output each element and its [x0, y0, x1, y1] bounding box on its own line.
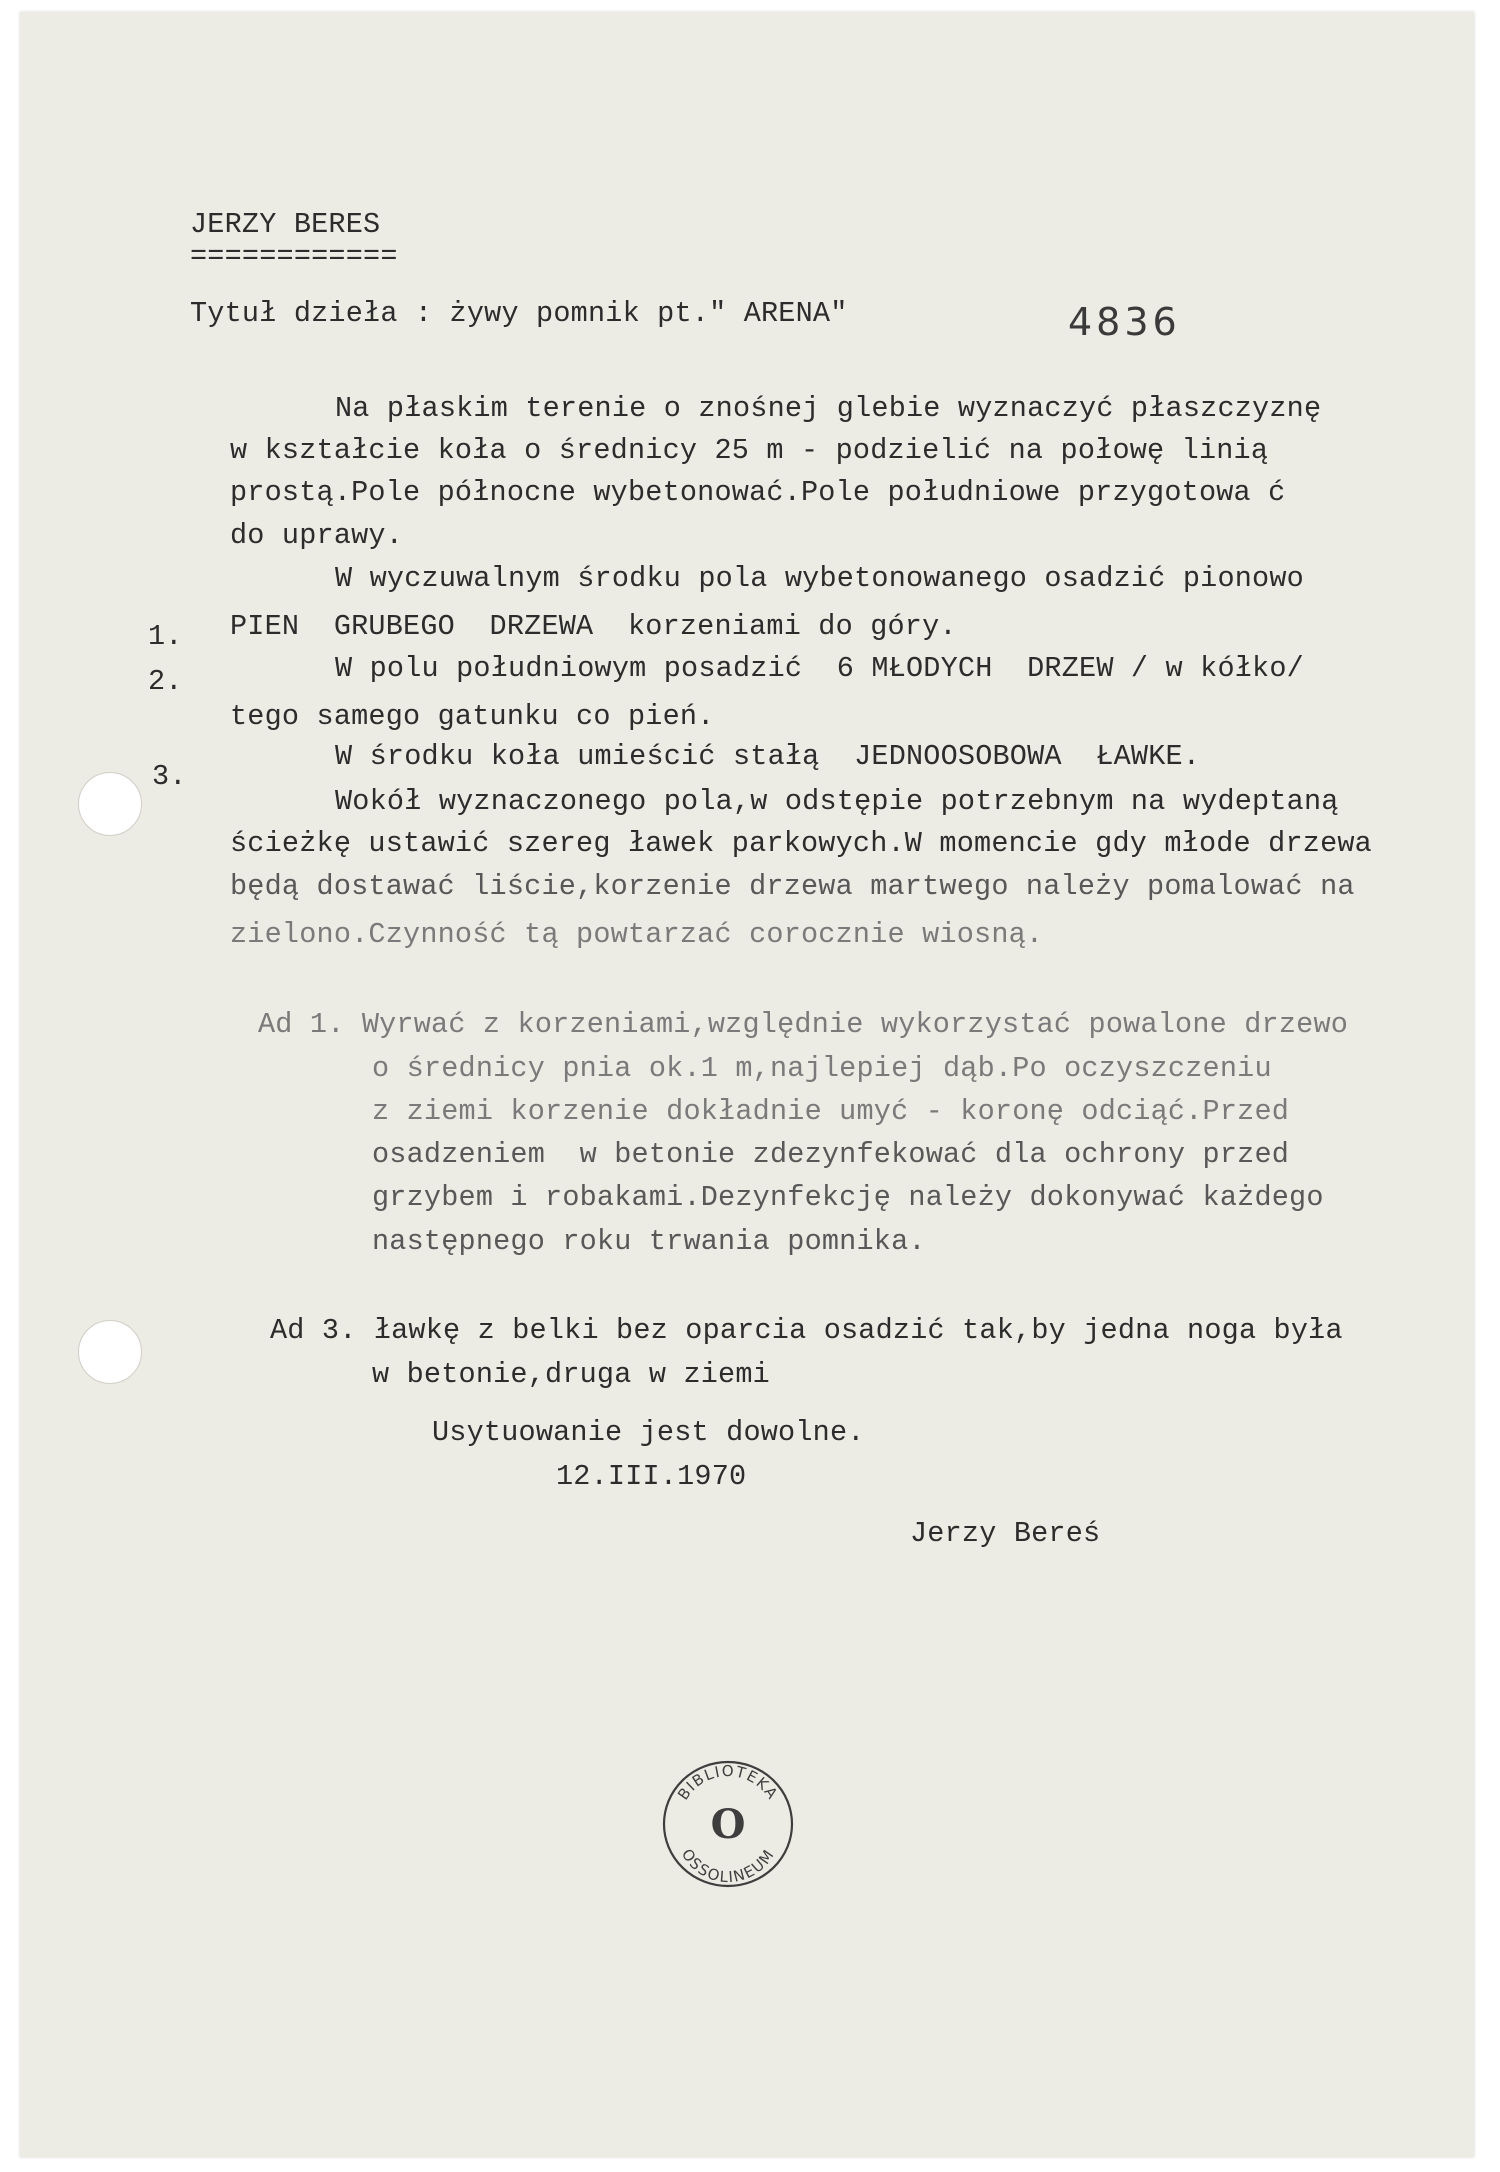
- body-line: Na płaskim terenie o znośnej glebie wyznaczyć płaszczyznę: [335, 392, 1322, 425]
- body-line: będą dostawać liście,korzenie drzewa martwego należy pomalować na: [230, 870, 1355, 903]
- ad3-line: w betonie,druga w ziemi: [372, 1358, 770, 1391]
- body-line: prostą.Pole północne wybetonować.Pole południowe przygotowa ć: [230, 476, 1286, 509]
- ad1-line: o średnicy pnia ok.1 m,najlepiej dąb.Po oczyszczeniu: [372, 1052, 1272, 1085]
- body-line: PIEN GRUBEGO DRZEWA korzeniami do góry.: [230, 610, 957, 643]
- work-title: Tytuł dzieła : żywy pomnik pt." ARENA": [190, 297, 848, 330]
- placement-note: Usytuowanie jest dowolne.: [432, 1416, 865, 1449]
- catalog-number: 4836: [1068, 300, 1181, 344]
- body-line: W wyczuwalnym środku pola wybetonowanego osadzić pionowo: [335, 562, 1304, 595]
- svg-text:BIBLIOTEKA: BIBLIOTEKA: [674, 1761, 782, 1804]
- ossolineum-stamp: [658, 1752, 798, 1892]
- body-line: ścieżkę ustawić szereg ławek parkowych.W momencie gdy młode drzewa: [230, 827, 1372, 860]
- body-line: zielono.Czynność tą powtarzać corocznie wiosną.: [230, 918, 1044, 951]
- ad3-line: Ad 3. ławkę z belki bez oparcia osadzić tak,by jedna noga była: [270, 1314, 1343, 1347]
- body-line: W środku koła umieścić stałą JEDNOOSOBOWA ŁAWKE.: [335, 740, 1201, 773]
- body-line: tego samego gatunku co pień.: [230, 700, 715, 733]
- body-line: W polu południowym posadzić 6 MŁODYCH DRZEW / w kółko/: [335, 652, 1304, 685]
- signature-name: Jerzy Bereś: [910, 1517, 1101, 1550]
- body-line: w kształcie koła o średnicy 25 m - podzielić na połowę linią: [230, 434, 1269, 467]
- ad1-line: następnego roku trwania pomnika.: [372, 1225, 926, 1258]
- document-date: 12.III.1970: [556, 1460, 747, 1493]
- ad1-line: osadzeniem w betonie zdezynfekować dla ochrony przed: [372, 1138, 1290, 1171]
- body-line: do uprawy.: [230, 519, 404, 552]
- stamp-emblem: O: [710, 1801, 746, 1848]
- margin-number-3: 3.: [152, 760, 187, 793]
- author-heading: JERZY BERES: [190, 208, 381, 241]
- punch-hole: [78, 1320, 142, 1384]
- margin-number-2: 2.: [148, 665, 183, 698]
- author-underline: ============: [190, 240, 398, 273]
- svg-text:OSSOLINEUM: OSSOLINEUM: [677, 1845, 779, 1887]
- margin-number-1: 1.: [148, 620, 183, 653]
- body-line: Wokół wyznaczonego pola,w odstępie potrzebnym na wydeptaną: [335, 785, 1339, 818]
- ad1-line: grzybem i robakami.Dezynfekcję należy dokonywać każdego: [372, 1181, 1324, 1214]
- punch-hole: [78, 772, 142, 836]
- ad1-line: z ziemi korzenie dokładnie umyć - koronę odciąć.Przed: [372, 1095, 1290, 1128]
- ad1-line: Ad 1. Wyrwać z korzeniami,względnie wykorzystać powalone drzewo: [258, 1008, 1349, 1041]
